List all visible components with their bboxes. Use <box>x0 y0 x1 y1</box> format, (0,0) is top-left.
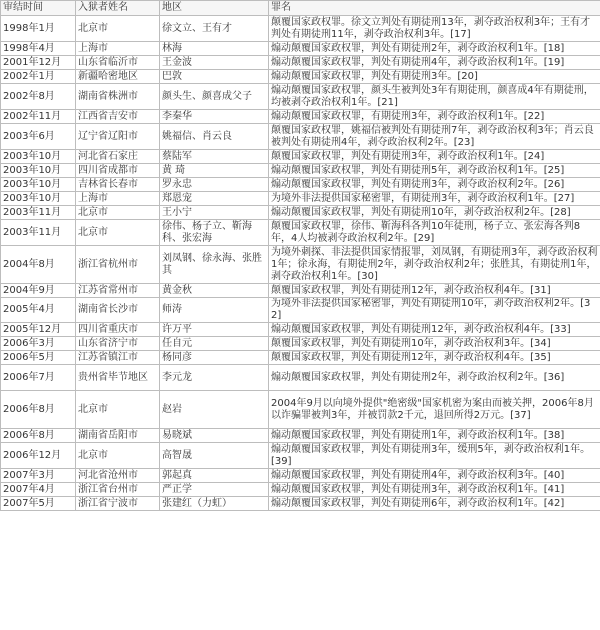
cell-names: 王小宁 <box>160 206 269 220</box>
header-crime: 罪名 <box>269 1 600 16</box>
cell-region: 山东省济宁市 <box>76 337 160 351</box>
cell-crime: 颠覆国家政权罪。徐文立判处有期徒刑13年，剥夺政治权利3年；王有才判处有期徒刑11年，剥夺政治权利3年。[17] <box>269 16 600 42</box>
cell-region: 江西省吉安市 <box>76 110 160 124</box>
cell-crime: 2004年9月以向境外提供"绝密级"国家机密为案由而被关押，2006年8月以诈骗罪被判3年，并被罚款2千元，退回所得2万元。[37] <box>269 391 600 429</box>
table-row <box>1 110 600 124</box>
cell-crime: 为境外非法提供国家秘密罪，判处有期徒刑10年，剥夺政治权利2年。[32] <box>269 298 600 323</box>
cell-region: 吉林省长春市 <box>76 178 160 192</box>
header-region: 地区 <box>160 1 269 16</box>
cell-region: 上海市 <box>76 192 160 206</box>
cell-crime: 颠覆国家政权罪，判处有期徒刑12年，剥夺政治权利4年。[31] <box>269 284 600 298</box>
cell-crime: 煽动颠覆国家政权罪，判处有期徒刑4年，剥夺政治权利3年。[40] <box>269 469 600 483</box>
table-body <box>1 16 600 511</box>
cell-crime: 颠覆国家政权罪，徐伟、靳海科各判10年徒刑，杨子立、张宏海各判8年，4人均被剥夺政治权利2年。[29] <box>269 220 600 246</box>
cell-names: 刘凤钢、徐永海、张胜其 <box>160 246 269 284</box>
table-row <box>1 497 600 511</box>
cell-date: 2007年4月 <box>1 483 76 497</box>
cell-crime: 煽动颠覆国家政权罪，判处有期徒刑3年。[20] <box>269 70 600 84</box>
cell-names: 罗永忠 <box>160 178 269 192</box>
table-row <box>1 56 600 70</box>
cell-date: 2003年11月 <box>1 206 76 220</box>
cell-date: 2006年3月 <box>1 337 76 351</box>
cell-region: 山东省临沂市 <box>76 56 160 70</box>
cell-region: 河北省沧州市 <box>76 469 160 483</box>
cell-names: 颜头生、颜喜成父子 <box>160 84 269 110</box>
cell-crime: 颠覆国家政权罪，判处有期徒刑10年，剥夺政治权利3年。[34] <box>269 337 600 351</box>
cell-date: 2006年8月 <box>1 391 76 429</box>
cell-date: 2006年8月 <box>1 429 76 443</box>
cell-region: 浙江省宁波市 <box>76 497 160 511</box>
cell-names: 张建红（力虹） <box>160 497 269 511</box>
cell-region: 江苏省镇江市 <box>76 351 160 365</box>
table-row <box>1 284 600 298</box>
cell-region: 浙江省台州市 <box>76 483 160 497</box>
cell-crime: 煽动颠覆国家政权罪，判处有期徒刑3年，缓刑5年，剥夺政治权利1年。[39] <box>269 443 600 469</box>
cell-region: 四川省成都市 <box>76 164 160 178</box>
table-row <box>1 483 600 497</box>
table-row <box>1 16 600 42</box>
table-row <box>1 220 600 246</box>
cell-names: 王金波 <box>160 56 269 70</box>
cell-crime: 为境外非法提供国家秘密罪，有期徒刑3年，剥夺政治权利1年。[27] <box>269 192 600 206</box>
table-row <box>1 323 600 337</box>
cell-date: 2003年10月 <box>1 192 76 206</box>
cell-names: 易晓斌 <box>160 429 269 443</box>
cell-crime: 煽动颠覆国家政权罪，判处有期徒刑2年，剥夺政治权利2年。[36] <box>269 365 600 391</box>
cell-names: 李秦华 <box>160 110 269 124</box>
cell-region: 贵州省毕节地区 <box>76 365 160 391</box>
cell-crime: 煽动颠覆国家政权罪，判处有期徒刑3年，剥夺政治权利1年。[41] <box>269 483 600 497</box>
cell-names: 任自元 <box>160 337 269 351</box>
cell-region: 湖南省长沙市 <box>76 298 160 323</box>
cell-names: 黄 琦 <box>160 164 269 178</box>
cell-date: 1998年1月 <box>1 16 76 42</box>
header-names: 入狱者姓名 <box>76 1 160 16</box>
table-row <box>1 70 600 84</box>
cell-names: 巴敦 <box>160 70 269 84</box>
cell-region: 河北省石家庄 <box>76 150 160 164</box>
cell-region: 浙江省杭州市 <box>76 246 160 284</box>
cell-crime: 煽动颠覆国家政权罪，判处有期徒刑5年，剥夺政治权利1年。[25] <box>269 164 600 178</box>
cell-crime: 为境外刺探、非法提供国家情报罪，刘凤钢，有期徒刑3年，剥夺政治权利1年；徐永海，有期徒刑2年，剥夺政治权利2年；张胜其，有期徒刑1年，剥夺政治权利1年。[30] <box>269 246 600 284</box>
cell-crime: 煽动颠覆国家政权罪，判处有期徒刑6年，剥夺政治权利1年。[42] <box>269 497 600 511</box>
cell-region: 北京市 <box>76 443 160 469</box>
cell-date: 2006年12月 <box>1 443 76 469</box>
table-row <box>1 164 600 178</box>
cell-names: 郭起真 <box>160 469 269 483</box>
table-row <box>1 365 600 391</box>
header-date: 审结时间 <box>1 1 76 16</box>
cell-date: 2006年5月 <box>1 351 76 365</box>
table-row <box>1 337 600 351</box>
cell-date: 1998年4月 <box>1 42 76 56</box>
cell-date: 2002年1月 <box>1 70 76 84</box>
cell-region: 湖南省株洲市 <box>76 84 160 110</box>
cell-date: 2007年5月 <box>1 497 76 511</box>
cell-names: 郑恩宠 <box>160 192 269 206</box>
cell-crime: 煽动颠覆国家政权罪，颜头生被判处3年有期徒刑，颜喜成4年有期徒刑，均被剥夺政治权利1年。[21] <box>269 84 600 110</box>
table-row <box>1 84 600 110</box>
cell-names: 林海 <box>160 42 269 56</box>
cell-names: 黄金秋 <box>160 284 269 298</box>
cell-date: 2002年8月 <box>1 84 76 110</box>
table-row <box>1 150 600 164</box>
cell-date: 2005年12月 <box>1 323 76 337</box>
table-row <box>1 391 600 429</box>
table-row <box>1 42 600 56</box>
cell-date: 2003年10月 <box>1 164 76 178</box>
cell-region: 上海市 <box>76 42 160 56</box>
table-row <box>1 178 600 192</box>
cell-crime: 煽动颠覆国家政权罪，判处有期徒刑10年，剥夺政治权利2年。[28] <box>269 206 600 220</box>
table-row <box>1 469 600 483</box>
cell-names: 徐伟、杨子立、靳海科、张宏海 <box>160 220 269 246</box>
cell-date: 2003年10月 <box>1 178 76 192</box>
cell-names: 姚福信、肖云良 <box>160 124 269 150</box>
cell-crime: 颠覆国家政权罪，姚福信被判处有期徒刑7年，剥夺政治权利3年；肖云良被判处有期徒刑4年，剥夺政治权利2年。[23] <box>269 124 600 150</box>
cell-crime: 煽动颠覆国家政权罪，判处有期徒刑3年，剥夺政治权利2年。[26] <box>269 178 600 192</box>
cell-names: 师涛 <box>160 298 269 323</box>
table-header-row <box>1 1 600 16</box>
cell-crime: 煽动颠覆国家政权罪，有期徒刑3年，剥夺政治权利1年。[22] <box>269 110 600 124</box>
cell-names: 赵岩 <box>160 391 269 429</box>
cell-region: 北京市 <box>76 391 160 429</box>
cell-names: 李元龙 <box>160 365 269 391</box>
cell-date: 2003年6月 <box>1 124 76 150</box>
cell-region: 四川省重庆市 <box>76 323 160 337</box>
cell-region: 北京市 <box>76 206 160 220</box>
cell-region: 北京市 <box>76 220 160 246</box>
cell-region: 湖南省岳阳市 <box>76 429 160 443</box>
table-row <box>1 443 600 469</box>
cell-crime: 颠覆国家政权罪，判处有期徒刑3年，剥夺政治权利1年。[24] <box>269 150 600 164</box>
cell-crime: 煽动颠覆国家政权罪，判处有期徒刑12年，剥夺政治权利4年。[33] <box>269 323 600 337</box>
cell-date: 2007年3月 <box>1 469 76 483</box>
cell-date: 2006年7月 <box>1 365 76 391</box>
cell-date: 2004年8月 <box>1 246 76 284</box>
cell-names: 蔡陆军 <box>160 150 269 164</box>
cell-date: 2003年11月 <box>1 220 76 246</box>
cell-region: 新疆哈密地区 <box>76 70 160 84</box>
cell-date: 2005年4月 <box>1 298 76 323</box>
table-row <box>1 298 600 323</box>
cell-date: 2003年10月 <box>1 150 76 164</box>
cell-names: 许万平 <box>160 323 269 337</box>
cell-date: 2001年12月 <box>1 56 76 70</box>
cell-region: 江苏省常州市 <box>76 284 160 298</box>
cell-names: 杨同彦 <box>160 351 269 365</box>
table-row <box>1 206 600 220</box>
cell-region: 辽宁省辽阳市 <box>76 124 160 150</box>
cell-crime: 煽动颠覆国家政权罪，判处有期徒刑1年，剥夺政治权利1年。[38] <box>269 429 600 443</box>
cell-names: 严正学 <box>160 483 269 497</box>
table-row <box>1 124 600 150</box>
cell-crime: 颠覆国家政权罪，判处有期徒刑12年，剥夺政治权利4年。[35] <box>269 351 600 365</box>
cell-region: 北京市 <box>76 16 160 42</box>
cell-crime: 煽动颠覆国家政权罪，判处有期徒刑4年，剥夺政治权利1年。[19] <box>269 56 600 70</box>
cell-date: 2002年11月 <box>1 110 76 124</box>
cell-date: 2004年9月 <box>1 284 76 298</box>
cell-names: 徐文立、王有才 <box>160 16 269 42</box>
table-row <box>1 351 600 365</box>
table-row <box>1 192 600 206</box>
cell-crime: 煽动颠覆国家政权罪，判处有期徒刑2年，剥夺政治权利1年。[18] <box>269 42 600 56</box>
table-row <box>1 246 600 284</box>
cell-names: 高智晟 <box>160 443 269 469</box>
table-row <box>1 429 600 443</box>
